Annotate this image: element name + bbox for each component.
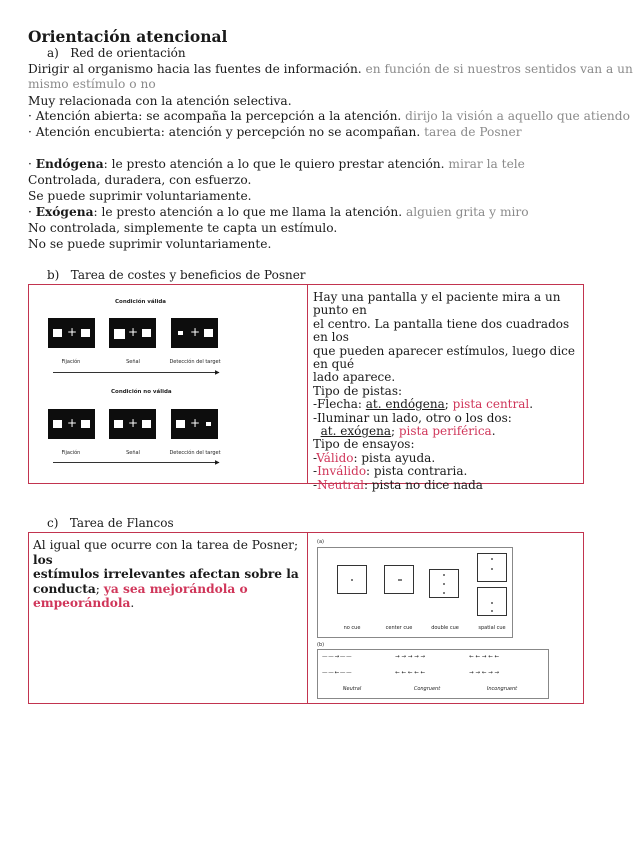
posner-description [313, 291, 583, 492]
caption-cue-valid: Señal [126, 359, 140, 365]
section-a-line3: Muy relacionada con la atención selectiva. [28, 94, 292, 108]
arrowhead-icon: ▶ [215, 459, 220, 466]
abierta-note: dirijo la visión a aquello que atiendo [401, 109, 630, 123]
cue-label-double-cue: double cue [431, 625, 459, 631]
figure-label-b: (b) [317, 642, 325, 648]
atencion-encubierta [28, 125, 522, 140]
tipo-ensayos-label: Tipo de ensayos: [313, 437, 415, 452]
endogena-line2: Controlada, duradera, con esfuerzo. [28, 173, 252, 187]
invalid-condition-title: Condición no válida [111, 389, 172, 395]
screen-fixation-invalid: + [48, 409, 95, 439]
screen-target-invalid: + [171, 409, 218, 439]
screen-target-valid: + [171, 318, 218, 348]
exogena-line [28, 205, 529, 220]
posner-line: Hay una pantalla y el paciente mira a un punto en [313, 290, 561, 318]
neutral-row-1: — — → — — [322, 654, 352, 660]
neutral-line: -Neutral: pista no dice nada [313, 477, 483, 492]
exogena-note: alguien grita y miro [402, 205, 529, 219]
section-a-heading: a) Red de orientación [47, 46, 186, 60]
incongruent-row-2: → → ← → → [469, 670, 500, 676]
invalido-term: Inválido [317, 464, 367, 479]
flancos-line2: estímulos irrelevantes afectan sobre la [33, 567, 299, 581]
exogena-line3: No se puede suprimir voluntariamente. [28, 237, 272, 251]
section-b-heading: b) Tarea de costes y beneficios de Posner [47, 268, 306, 282]
flancos-line1: Al igual que ocurre con la tarea de Posner; los [33, 538, 299, 567]
timeline-arrow-valid [53, 372, 219, 373]
exogena-line: at. exógena; pista periférica. [320, 424, 496, 439]
incongruent-row-1: ← ← → ← ← [469, 654, 500, 660]
congruent-row-2: ← ← ← ← ← [395, 670, 426, 676]
at-endogena: at. endógena [365, 397, 445, 412]
neutral-row-2: — — ← — — [322, 670, 352, 676]
iluminar-line: -Iluminar un lado, otro o los dos: [313, 410, 512, 425]
page-title: Orientación atencional [28, 27, 228, 46]
exogena-bullet: · [28, 205, 36, 219]
cue-frame-no-cue [337, 565, 367, 594]
line1-note: en función de si nuestros sentidos van a un [361, 62, 633, 76]
caption-target-invalid: Detección del target [169, 450, 221, 456]
exogena-line2: No controlada, simplemente te capta un estímulo. [28, 221, 338, 235]
valid-condition-title: Condición válida [115, 299, 167, 305]
atencion-abierta [28, 109, 630, 124]
posner-table [28, 284, 584, 492]
posner-line: el centro. La pantalla tiene dos cuadrados en los [313, 316, 570, 345]
cue-frame-spatial-bottom [477, 587, 507, 616]
valido-line: -Válido: pista ayuda. [313, 450, 436, 465]
endogena-term: Endógena [35, 157, 104, 171]
table-divider [307, 285, 308, 483]
cue-label-center-cue: center cue [385, 625, 413, 631]
flancos-table [28, 532, 584, 704]
figure-label-a: (a) [317, 539, 324, 545]
flecha-line: -Flecha: at. endógena; pista central. [313, 397, 534, 412]
caption-target-valid: Detección del target [169, 359, 221, 365]
caption-fixation-invalid: Fijación [61, 450, 81, 456]
section-a-line1 [28, 62, 633, 77]
pista-central: pista central [452, 397, 530, 412]
flancos-description [33, 538, 303, 611]
cue-frame-double-cue [429, 569, 459, 598]
cue-frame-center-cue [384, 565, 414, 594]
timeline-arrow-invalid [53, 462, 219, 463]
screen-cue-valid: + [109, 318, 156, 348]
cue-label-no-cue: no cue [343, 625, 361, 631]
flancos-line4: empeorándola. [33, 596, 135, 610]
flanker-label-neutral: Neutral [342, 686, 362, 692]
table-divider [307, 533, 308, 703]
endogena-note: mirar la tele [444, 157, 525, 171]
congruent-row-1: → → → → → [395, 654, 426, 660]
caption-cue-invalid: Señal [126, 450, 140, 456]
line1-text: Dirigir al organismo hacia las fuentes de información. [28, 62, 362, 76]
exogena-term: Exógena [35, 205, 94, 219]
arrowhead-icon: ▶ [215, 369, 220, 376]
encubierta-text: · Atención encubierta: atención y percepción no se acompañan. [28, 125, 421, 139]
tipo-pistas-label: Tipo de pistas: [313, 383, 403, 398]
invalido-line: -Inválido: pista contraria. [313, 464, 468, 479]
screen-fixation-valid: + [48, 318, 95, 348]
cue-frame-spatial-top [477, 553, 507, 582]
screen-cue-invalid: + [109, 409, 156, 439]
section-c-heading: c) Tarea de Flancos [47, 516, 174, 530]
valido-term: Válido [316, 450, 354, 465]
posner-line: lado aparece. [313, 370, 396, 385]
endogena-line [28, 157, 525, 172]
section-a-line2: mismo estímulo o no [28, 77, 156, 91]
flancos-line3: conducta; ya sea mejorándola o [33, 581, 248, 596]
flanker-label-congruent: Congruent [413, 686, 441, 692]
endogena-text: : le presto atención a lo que le quiero prestar atención. [103, 157, 445, 171]
flanker-label-incongruent: Incongruent [486, 686, 518, 692]
pista-periferica: pista periférica [398, 424, 492, 439]
endogena-line3: Se puede suprimir voluntariamente. [28, 189, 252, 203]
encubierta-note: tarea de Posner [420, 125, 522, 139]
abierta-text: · Atención abierta: se acompaña la percepción a la atención. [28, 109, 402, 123]
neutral-term: Neutral [317, 477, 364, 492]
at-exogena: at. exógena [320, 424, 392, 439]
caption-fixation-valid: Fijación [61, 359, 81, 365]
posner-line: que pueden aparecer estímulos, luego dice en qué [313, 343, 575, 372]
cue-label-spatial-cue: spatial cue [478, 625, 506, 631]
exogena-text: : le presto atención a lo que me llama la atención. [93, 205, 403, 219]
endogena-bullet: · [28, 157, 36, 171]
